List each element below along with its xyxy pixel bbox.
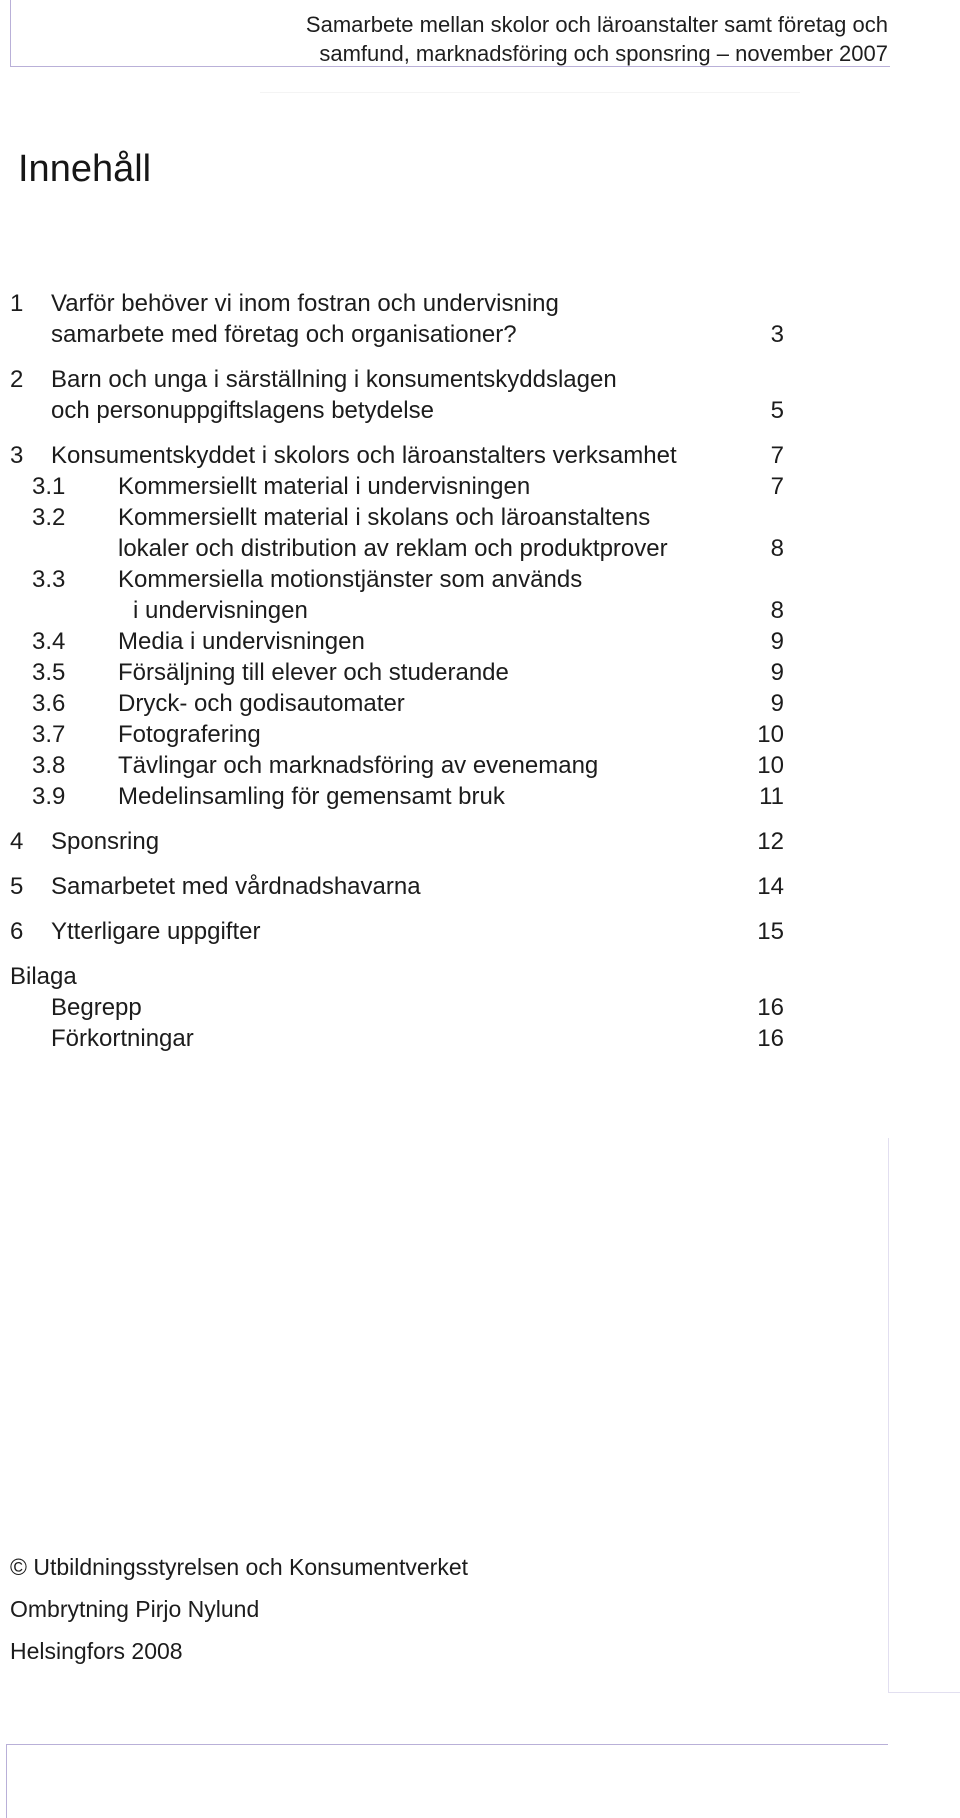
- header-faint-line: [260, 92, 800, 93]
- toc-entry-5[interactable]: [0, 871, 800, 902]
- toc-entry-title: Förkortningar: [51, 1025, 194, 1052]
- toc-entry-2[interactable]: [0, 364, 800, 426]
- toc-entry-appendix-begrepp[interactable]: [0, 992, 800, 1023]
- running-header-line-2: samfund, marknadsföring och sponsring – november 2007: [319, 41, 888, 66]
- toc-entry-page: 9: [770, 690, 784, 717]
- running-header: [188, 10, 888, 68]
- toc-entry-title: Kommersiella motionstjänster som används: [118, 566, 583, 593]
- running-header-line-1: Samarbete mellan skolor och läroanstalter samt företag och: [305, 12, 888, 37]
- colophon-copyright: © Utbildningsstyrelsen och Konsumentverket: [10, 1554, 469, 1580]
- toc-entry-title: Media i undervisningen: [118, 628, 365, 655]
- toc-entry-title: Begrepp: [51, 994, 142, 1021]
- colophon: [10, 1546, 468, 1672]
- toc-entry-title-continued: lokaler och distribution av reklam och produktprover: [118, 535, 668, 562]
- toc-entry-number: 3.7: [32, 721, 66, 748]
- toc-entry-3-9[interactable]: [0, 781, 800, 812]
- toc-entry-title: Kommersiellt material i undervisningen: [118, 473, 531, 500]
- toc-entry-number: 3.5: [32, 659, 66, 686]
- toc-entry-number: 3.8: [32, 752, 66, 779]
- toc-entry-page: 11: [759, 783, 784, 810]
- page-title: Innehåll: [18, 148, 152, 190]
- toc-entry-number: 3.9: [32, 783, 66, 810]
- toc-entry-page: 10: [757, 752, 784, 779]
- toc-entry-title: Fotografering: [118, 721, 261, 748]
- header-rule-left: [10, 0, 11, 67]
- toc-entry-number: 3.3: [32, 566, 66, 593]
- toc-entry-title: Medelinsamling för gemensamt bruk: [118, 783, 505, 810]
- toc-entry-appendix-forkortningar[interactable]: [0, 1023, 800, 1054]
- toc-entry-page: 8: [770, 535, 784, 562]
- toc-entry-title: Ytterligare uppgifter: [51, 918, 261, 945]
- colophon-place-year: Helsingfors 2008: [10, 1638, 183, 1664]
- toc-entry-page: 15: [757, 918, 784, 945]
- toc-entry-title: Dryck- och godisautomater: [118, 690, 405, 717]
- toc-entry-number: 2: [10, 366, 24, 393]
- toc-entry-title: Kommersiellt material i skolans och läroanstaltens: [118, 504, 651, 531]
- toc-entry-page: 12: [757, 828, 784, 855]
- table-of-contents: [0, 288, 800, 1054]
- toc-entry-page: 7: [770, 442, 784, 469]
- toc-entry-page: 9: [770, 628, 784, 655]
- toc-entry-number: 6: [10, 918, 24, 945]
- appendix-heading-label: Bilaga: [10, 963, 77, 990]
- toc-entry-title: Konsumentskyddet i skolors och läroanstalters verksamhet: [51, 442, 677, 469]
- toc-entry-page: 8: [770, 597, 784, 624]
- toc-entry-page: 3: [770, 321, 784, 348]
- toc-entry-6[interactable]: [0, 916, 800, 947]
- toc-entry-number: 3: [10, 442, 24, 469]
- toc-entry-title: Tävlingar och marknadsföring av evenemang: [118, 752, 599, 779]
- toc-entry-3-7[interactable]: [0, 719, 800, 750]
- toc-appendix-heading: [0, 961, 800, 992]
- margin-rule-right: [888, 1138, 889, 1692]
- toc-entry-page: 16: [757, 994, 784, 1021]
- toc-entry-number: 1: [10, 290, 24, 317]
- toc-entry-page: 10: [757, 721, 784, 748]
- margin-rule-right-foot: [888, 1692, 960, 1693]
- toc-entry-number: 3.4: [32, 628, 66, 655]
- toc-entry-title: Barn och unga i särställning i konsumentskyddslagen: [51, 366, 617, 393]
- toc-entry-page: 9: [770, 659, 784, 686]
- toc-entry-number: 5: [10, 873, 24, 900]
- toc-entry-page: 5: [770, 397, 784, 424]
- toc-entry-number: 3.2: [32, 504, 66, 531]
- toc-entry-title-continued: i undervisningen: [133, 597, 308, 624]
- toc-entry-3-2[interactable]: [0, 502, 800, 564]
- toc-entry-3-8[interactable]: [0, 750, 800, 781]
- toc-entry-title: Sponsring: [51, 828, 160, 855]
- toc-entry-number: 3.6: [32, 690, 66, 717]
- toc-entry-title-continued: och personuppgiftslagens betydelse: [51, 397, 434, 424]
- toc-entry-4[interactable]: [0, 826, 800, 857]
- toc-entry-3-4[interactable]: [0, 626, 800, 657]
- toc-entry-title: Samarbetet med vårdnadshavarna: [51, 873, 421, 900]
- toc-entry-3-5[interactable]: [0, 657, 800, 688]
- toc-entry-title-continued: samarbete med företag och organisationer?: [51, 321, 517, 348]
- toc-entry-page: 14: [757, 873, 784, 900]
- toc-entry-1[interactable]: [0, 288, 800, 350]
- toc-entry-page: 7: [770, 473, 784, 500]
- footer-rule: [6, 1744, 888, 1745]
- toc-entry-title: Försäljning till elever och studerande: [118, 659, 509, 686]
- toc-entry-number: 3.1: [32, 473, 66, 500]
- footer-rule-left: [6, 1744, 7, 1818]
- toc-entry-title: Varför behöver vi inom fostran och undervisning: [51, 290, 559, 317]
- toc-entry-3-6[interactable]: [0, 688, 800, 719]
- colophon-layout: Ombrytning Pirjo Nylund: [10, 1596, 260, 1622]
- toc-entry-number: 4: [10, 828, 24, 855]
- toc-entry-page: 16: [757, 1025, 784, 1052]
- toc-entry-3[interactable]: [0, 440, 800, 471]
- toc-entry-3-3[interactable]: [0, 564, 800, 626]
- toc-entry-3-1[interactable]: [0, 471, 800, 502]
